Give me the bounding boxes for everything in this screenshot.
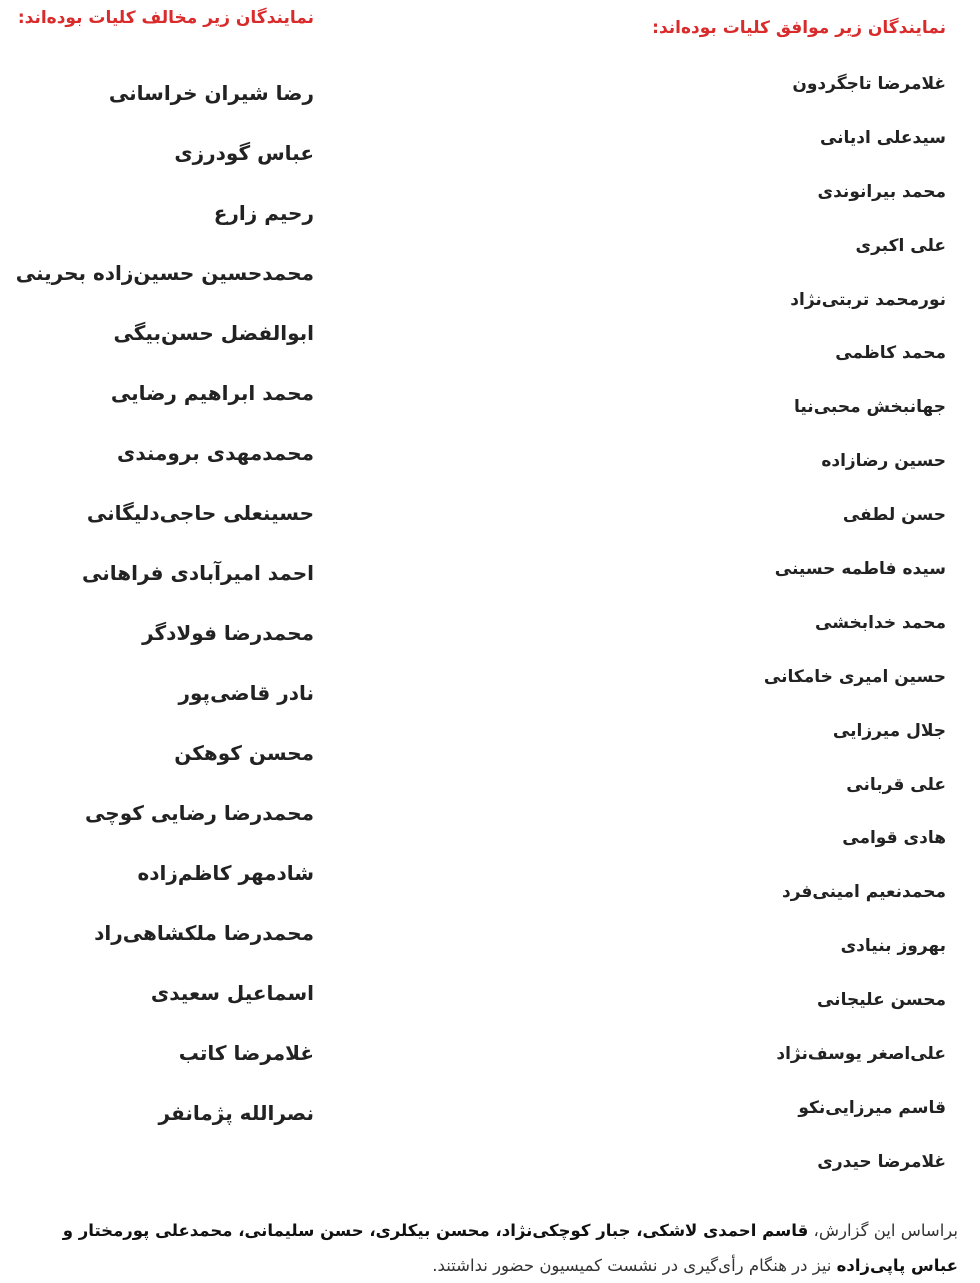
against-name: نادر قاضی‌پور <box>178 681 314 705</box>
against-name: محمدرضا فولادگر <box>142 621 314 645</box>
favor-name: محسن علیجانی <box>816 990 946 1011</box>
against-heading: نمایندگان زیر مخالف کلیات بوده‌اند: <box>17 8 314 28</box>
favor-name: بهروز بنیادی <box>840 936 946 957</box>
against-name: نصرالله پژمانفر <box>158 1101 314 1125</box>
favor-name: علی اکبری <box>855 235 946 256</box>
favor-name: محمد خدابخشی <box>815 612 946 633</box>
favor-name: سیدعلی ادیانی <box>819 127 946 148</box>
favor-name: هادی قوامی <box>842 828 946 849</box>
absence-note-outro: نیز در هنگام رأی‌گیری در نشست کمیسیون حضور نداشتند. <box>432 1255 837 1275</box>
against-name: محمدحسین حسین‌زاده بحرینی <box>15 261 314 285</box>
against-name: محمدرضا رضایی کوچی <box>85 801 314 825</box>
against-name: محسن کوهکن <box>174 741 314 765</box>
favor-name: علی‌اصغر یوسف‌نژاد <box>776 1044 946 1065</box>
against-name: محمدمهدی برومندی <box>116 441 314 465</box>
against-name: غلامرضا کاتب <box>178 1041 314 1065</box>
absent-members: قاسم احمدی لاشکی، جبار کوچکی‌نژاد، محسن بیکلری، حسن سلیمانی، محمدعلی پورمختار و عباس پاپی‌زاده <box>62 1220 958 1275</box>
absence-note <box>30 1213 958 1283</box>
against-name: محمد ابراهیم رضایی <box>110 381 314 405</box>
favor-name: سیده فاطمه حسینی <box>774 559 946 580</box>
favor-name: غلامرضا حیدری <box>817 1151 946 1172</box>
against-name: احمد امیرآبادی فراهانی <box>82 561 314 585</box>
favor-name: غلامرضا تاجگردون <box>792 74 946 94</box>
favor-name: حسین رضازاده <box>821 451 946 472</box>
favor-name: نورمحمد تربتی‌نژاد <box>790 289 946 310</box>
favor-name: جهانبخش محبی‌نیا <box>793 397 946 418</box>
against-name: اسماعیل سعیدی <box>150 981 314 1005</box>
favor-name: جلال میرزایی <box>832 720 946 741</box>
favor-name: حسن لطفی <box>842 505 946 526</box>
favor-heading: نمایندگان زیر موافق کلیات بوده‌اند: <box>652 18 946 38</box>
favor-name: محمدنعیم امینی‌فرد <box>781 882 946 903</box>
against-name: رحیم زارع <box>213 201 314 225</box>
favor-name: قاسم میرزایی‌نکو <box>798 1097 946 1118</box>
against-name: محمدرضا ملکشاهی‌راد <box>94 921 314 945</box>
favor-names-list <box>764 64 946 1196</box>
against-name: شادمهر کاظم‌زاده <box>137 861 314 885</box>
against-name: ابوالفضل حسن‌بیگی <box>113 321 314 345</box>
favor-name: محمد بیرانوندی <box>817 181 946 202</box>
favor-name: علی قربانی <box>846 774 946 795</box>
absence-note-intro: براساس این گزارش، <box>808 1220 958 1240</box>
favor-name: محمد کاظمی <box>835 343 946 364</box>
against-name: رضا شیران خراسانی <box>108 81 314 105</box>
favor-name: حسین امیری خامکانی <box>763 666 946 687</box>
against-names-list <box>16 70 314 1150</box>
against-name: حسینعلی حاجی‌دلیگانی <box>86 501 314 525</box>
against-name: عباس گودرزی <box>174 141 314 165</box>
